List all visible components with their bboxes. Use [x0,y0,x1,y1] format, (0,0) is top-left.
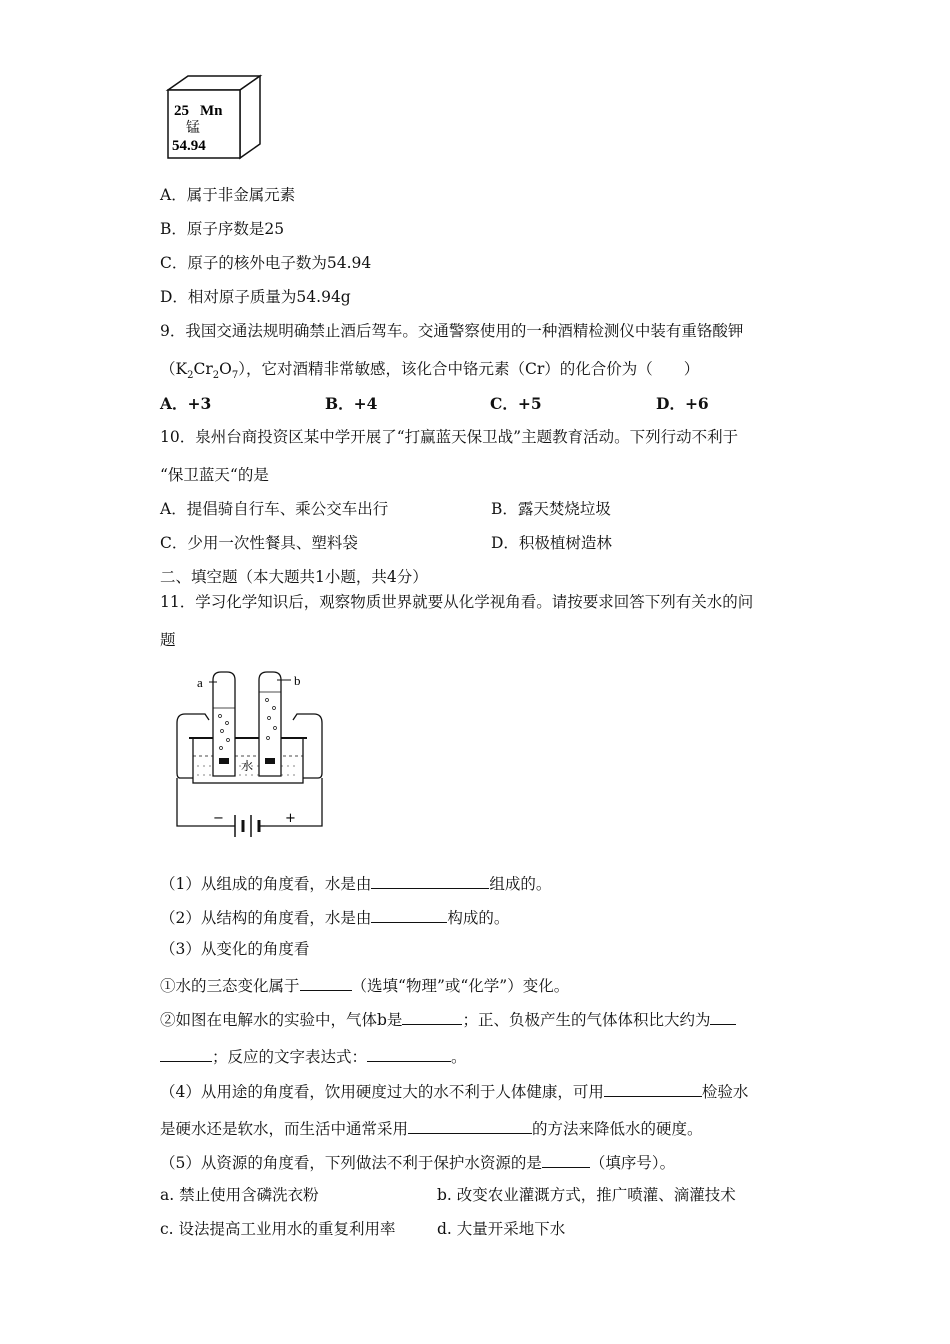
answer-blank[interactable] [710,1010,736,1025]
q9-line2-rest: ），它对酒精非常敏感，该化合中铬元素（Cr）的化合价为（ ） [238,360,700,378]
q9-line1: 9．我国交通法规明确禁止酒后驾车。交通警察使用的一种酒精检测仪中装有重铬酸钾 [160,322,744,340]
q11-part1: （1）从组成的角度看，水是由 组成的。 [160,875,552,893]
q11-part4-line2: 是硬水还是软水，而生活中通常采用 的方法来降低水的硬度。 [160,1120,703,1138]
q10-option-c: C．少用一次性餐具、塑料袋 [160,534,358,552]
q11-option-c: c. 设法提高工业用水的重复利用率 [160,1220,396,1238]
q9-option-a: A．+3 [160,394,212,413]
q8-option-d: D．相对原子质量为54.94g [160,288,351,306]
q11-part5: （5）从资源的角度看，下列做法不利于保护水资源的是 （填序号）。 [160,1154,676,1172]
q11-option-b: b. 改变农业灌溉方式，推广喷灌、滴灌技术 [437,1186,736,1204]
q11-part2: （2）从结构的角度看，水是由 构成的。 [160,909,510,927]
q10-option-a: A．提倡骑自行车、乘公交车出行 [160,500,389,518]
section-heading: 二、填空题（本大题共1小题，共4分） [160,568,428,586]
q9-option-d: D．+6 [656,394,709,413]
q11-part3b-line2: ；反应的文字表达式： 。 [160,1047,467,1066]
element-name: 锰 [186,120,200,136]
q9-option-c: C．+5 [490,394,542,413]
gas-a-label: a [197,675,203,690]
element-number: 25 [174,103,189,119]
q10-line1: 10．泉州台商投资区某中学开展了“打赢蓝天保卫战”主题教育活动。下列行动不利于 [160,428,739,446]
element-box-figure [160,70,270,170]
q8-option-c: C．原子的核外电子数为54.94 [160,254,372,272]
q10-option-b: B．露天焚烧垃圾 [491,500,611,518]
water-label: 水 [241,759,254,773]
q11-line2: 题 [160,631,176,649]
q11-part3: （3）从变化的角度看 [160,940,310,958]
q9-option-b: B．+4 [325,394,378,413]
answer-blank[interactable] [604,1082,702,1097]
q9-line2 [160,362,699,381]
q10-option-d: D．积极植树造林 [491,534,612,552]
q11-part3b: ②如图在电解水的实验中，气体b是 ；正、负极产生的气体体积比大约为 [160,1010,736,1029]
q8-option-a: A．属于非金属元素 [160,186,296,204]
q11-option-d: d. 大量开采地下水 [437,1220,566,1238]
element-mass: 54.94 [172,138,206,154]
answer-blank[interactable] [371,908,447,923]
q11-line1: 11．学习化学知识后，观察物质世界就要从化学视角看。请按要求回答下列有关水的问 [160,593,754,611]
answer-blank[interactable] [371,874,489,889]
q10-line2: “保卫蓝天“的是 [160,466,269,484]
negative-terminal-label: − [213,811,224,826]
answer-blank[interactable] [300,976,352,991]
q11-option-a: a. 禁止使用含磷洗衣粉 [160,1186,319,1204]
answer-blank[interactable] [542,1153,590,1168]
electrolysis-diagram [175,668,325,848]
q11-part3a: ①水的三态变化属于 （选填“物理”或“化学”）变化。 [160,977,570,995]
q11-part4: （4）从用途的角度看，饮用硬度过大的水不利于人体健康，可用 检验水 [160,1083,749,1101]
answer-blank[interactable] [408,1119,532,1134]
q8-option-b: B．原子序数是25 [160,220,285,238]
element-symbol: Mn [200,103,223,119]
q9-paren-open: （ [160,360,176,378]
gas-b-label: b [294,673,301,688]
positive-terminal-label: + [285,811,296,826]
answer-blank[interactable] [160,1047,212,1062]
answer-blank[interactable] [367,1047,451,1062]
formula: $K_2Cr_2O_7$ [175,360,239,382]
answer-blank[interactable] [402,1010,462,1025]
